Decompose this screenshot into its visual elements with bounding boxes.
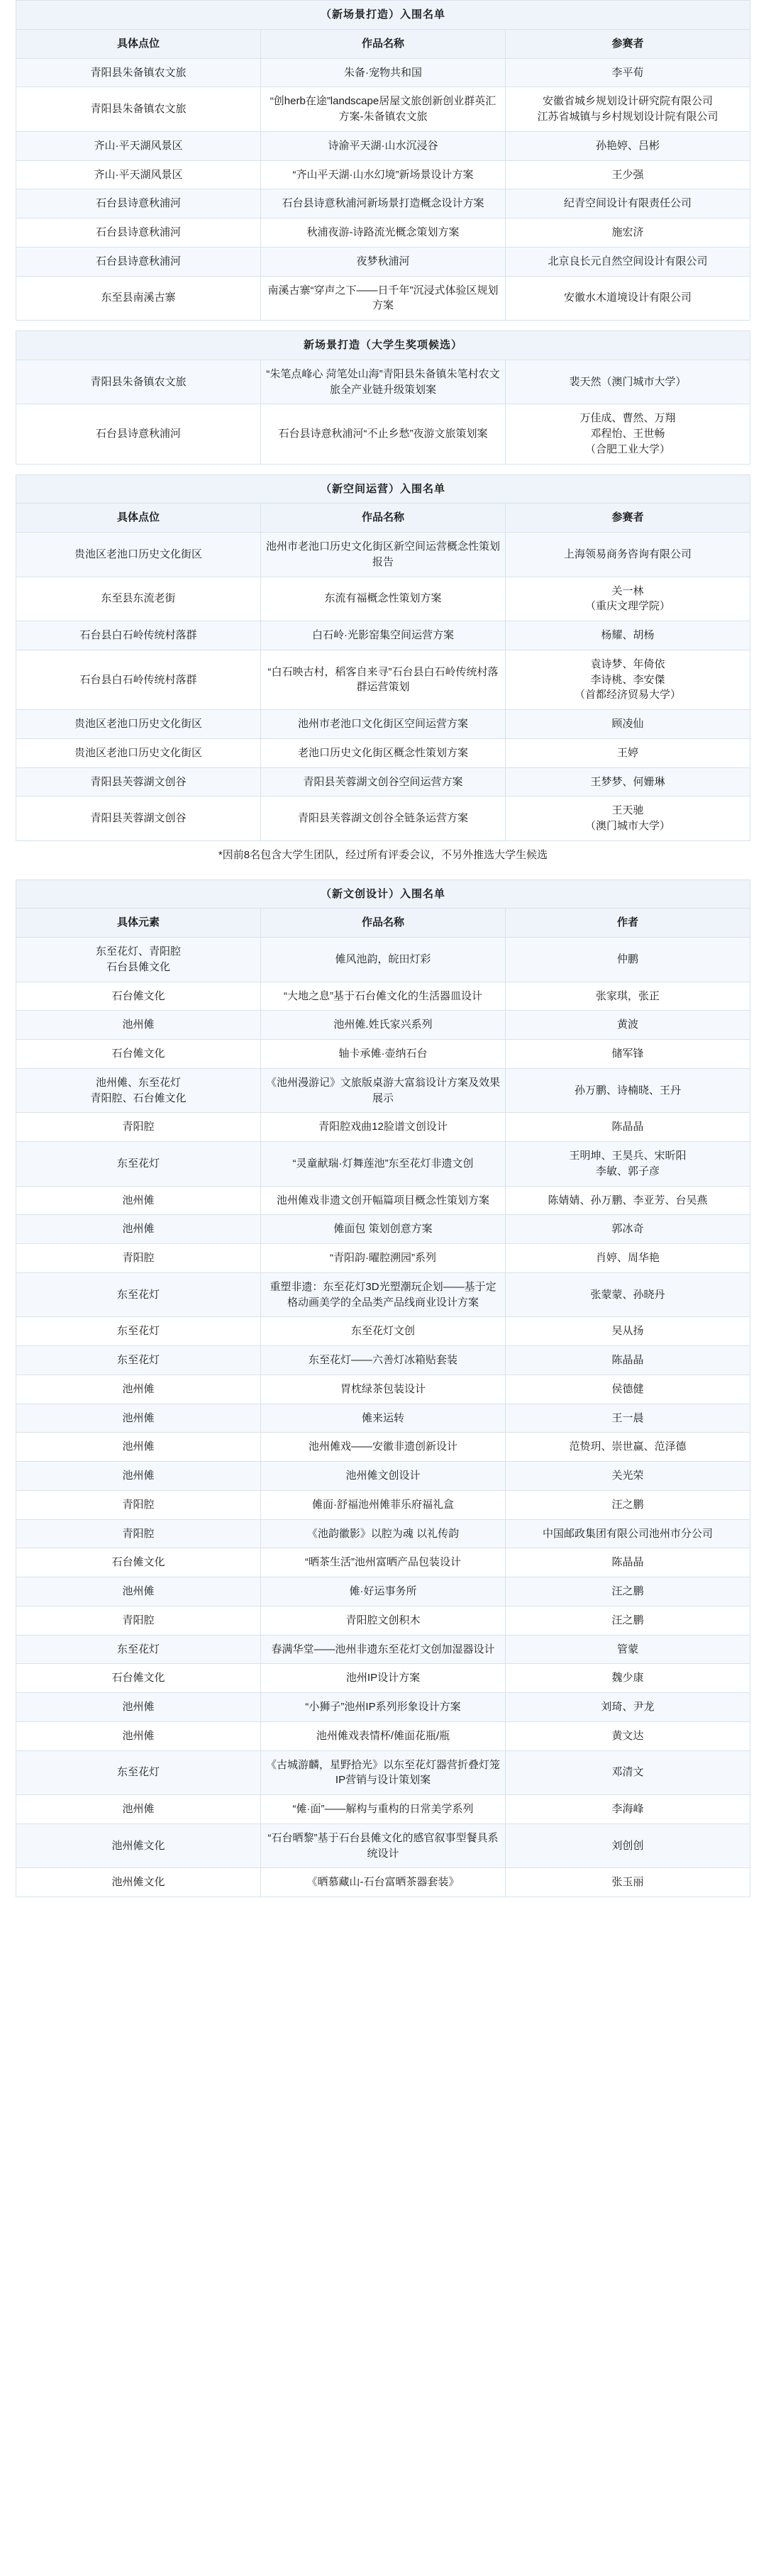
table-cell: 北京良长元自然空间设计有限公司 — [506, 247, 750, 276]
table-cell: 东至花灯——六善灯冰箱贴套装 — [261, 1346, 506, 1375]
column-header: 作品名称 — [261, 29, 506, 58]
table-cell: 池州傩文化 — [16, 1823, 261, 1868]
table-cell: 东至县南溪古寨 — [16, 276, 261, 321]
table-cell: 齐山·平天湖风景区 — [16, 160, 261, 189]
table-cell: 黄文达 — [506, 1721, 750, 1750]
table-cell: 东至花灯 — [16, 1317, 261, 1346]
table-cell: 池州傩 — [16, 1795, 261, 1824]
table-cell: 陈晶晶 — [506, 1113, 750, 1142]
table-cell: 春满华堂——池州非遗东至花灯文创加湿器设计 — [261, 1635, 506, 1664]
table-cell: 池州市老池口文化街区空间运营方案 — [261, 710, 506, 739]
table-cell: 池州傩 — [16, 1186, 261, 1215]
table-cell: 池州傩戏非遗文创开幅篇项目概念性策划方案 — [261, 1186, 506, 1215]
table-row — [16, 247, 750, 276]
table-row — [16, 189, 750, 218]
table-cell: 东流有福概念性策划方案 — [261, 577, 506, 621]
table-row — [16, 131, 750, 160]
table-cell: 池州傩 — [16, 1011, 261, 1040]
table-cell: 纪青空间设计有限责任公司 — [506, 189, 750, 218]
table-cell: 《池韵徽影》以腔为魂 以礼传韵 — [261, 1519, 506, 1548]
table-row — [16, 1404, 750, 1433]
table-row — [16, 1868, 750, 1897]
column-header: 作品名称 — [261, 504, 506, 533]
table-cell: 老池口历史文化街区概念性策划方案 — [261, 738, 506, 767]
section-table — [16, 474, 750, 870]
section-title-row — [16, 331, 750, 360]
table-row — [16, 1635, 750, 1664]
table-cell: 石台县诗意秋浦河 — [16, 404, 261, 464]
table-row — [16, 1244, 750, 1273]
table-cell: 池州傩戏表情杯/傩面花瓶/瓶 — [261, 1721, 506, 1750]
table-cell: 池州傩文创设计 — [261, 1462, 506, 1491]
table-cell: 王一晨 — [506, 1404, 750, 1433]
table-cell: 石台傩文化 — [16, 1040, 261, 1069]
section-gap — [0, 1897, 766, 1907]
table-cell: 傩面包 策划创意方案 — [261, 1215, 506, 1244]
table-cell: 青阳腔 — [16, 1113, 261, 1142]
column-header: 参赛者 — [506, 504, 750, 533]
table-cell: “青阳韵·曜腔溯园”系列 — [261, 1244, 506, 1273]
table-cell: 东至花灯 — [16, 1272, 261, 1317]
table-cell: 傩来运转 — [261, 1404, 506, 1433]
table-row — [16, 938, 750, 982]
table-cell: 池州傩.姓氏家兴系列 — [261, 1011, 506, 1040]
table-cell: 王明坤、王昊兵、宋昕阳 李敏、郭子彦 — [506, 1142, 750, 1187]
table-row — [16, 1606, 750, 1635]
table-row — [16, 796, 750, 841]
table-row — [16, 710, 750, 739]
table-cell: 李海峰 — [506, 1795, 750, 1824]
section-table — [16, 331, 750, 465]
table-cell: 池州傩 — [16, 1433, 261, 1462]
table-cell: 齐山·平天湖风景区 — [16, 131, 261, 160]
table-cell: 青阳腔 — [16, 1490, 261, 1519]
table-row — [16, 1490, 750, 1519]
table-cell: 孙万鹏、诗楠晓、王丹 — [506, 1068, 750, 1113]
column-header: 具体点位 — [16, 504, 261, 533]
table-cell: 黄波 — [506, 1011, 750, 1040]
section-title: 新场景打造（大学生奖项候选） — [16, 331, 750, 360]
table-cell: 池州傩 — [16, 1693, 261, 1722]
table-cell: 夜梦秋浦河 — [261, 247, 506, 276]
table-row — [16, 160, 750, 189]
table-cell: 东至花灯 — [16, 1750, 261, 1795]
table-cell: 吴从扬 — [506, 1317, 750, 1346]
table-cell: 管蒙 — [506, 1635, 750, 1664]
table-cell: 朱备·宠物共和国 — [261, 58, 506, 87]
table-row — [16, 1186, 750, 1215]
table-cell: 《池州漫游记》文旅版桌游大富翁设计方案及效果展示 — [261, 1068, 506, 1113]
table-row — [16, 738, 750, 767]
table-cell: 胃枕绿茶包装设计 — [261, 1375, 506, 1404]
table-cell: 安徽水木道境设计有限公司 — [506, 276, 750, 321]
table-cell: 万佳成、曹然、万翔 邓程怡、王世畅 （合肥工业大学） — [506, 404, 750, 464]
table-cell: 王少强 — [506, 160, 750, 189]
table-cell: 汪之鹏 — [506, 1606, 750, 1635]
table-cell: 王梦梦、何姗琳 — [506, 767, 750, 796]
section-title: （新文创设计）入围名单 — [16, 879, 750, 909]
table-row — [16, 1011, 750, 1040]
table-cell: 上海领易商务咨询有限公司 — [506, 533, 750, 577]
table-row — [16, 1113, 750, 1142]
table-cell: 青阳县朱备镇农文旅 — [16, 58, 261, 87]
table-cell: 轴卡承傩·壶纳石台 — [261, 1040, 506, 1069]
table-cell: 关光荣 — [506, 1462, 750, 1491]
table-row — [16, 982, 750, 1011]
table-row — [16, 1272, 750, 1317]
table-cell: 青阳腔文创积木 — [261, 1606, 506, 1635]
table-cell: 青阳县芙蓉湖文创谷空间运营方案 — [261, 767, 506, 796]
table-cell: 顾凌仙 — [506, 710, 750, 739]
table-row — [16, 1721, 750, 1750]
table-cell: 诗渝平天湖·山水沉浸谷 — [261, 131, 506, 160]
table-cell: 池州市老池口历史文化街区新空间运营概念性策划报告 — [261, 533, 506, 577]
table-cell: 石台县诗意秋浦河 — [16, 218, 261, 248]
table-cell: 袁诗梦、年倚依 李诗桃、李安傑 （首都经济贸易大学） — [506, 650, 750, 709]
table-cell: 张蒙蒙、孙晓丹 — [506, 1272, 750, 1317]
table-cell: 东至花灯 — [16, 1142, 261, 1187]
table-cell: 东至花灯、青阳腔 石台县傩文化 — [16, 938, 261, 982]
table-cell: 刘琦、尹龙 — [506, 1693, 750, 1722]
footnote: *因前8名包含大学生团队，经过所有评委会议，不另外推选大学生候选 — [16, 840, 750, 869]
table-row — [16, 1519, 750, 1548]
table-row — [16, 87, 750, 132]
table-cell: 邓清文 — [506, 1750, 750, 1795]
table-cell: 石台县诗意秋浦河 — [16, 189, 261, 218]
table-row — [16, 276, 750, 321]
table-cell: 肖婷、周华艳 — [506, 1244, 750, 1273]
table-cell: 池州傩、东至花灯 青阳腔、石台傩文化 — [16, 1068, 261, 1113]
table-cell: 陈晶晶 — [506, 1548, 750, 1577]
table-cell: “朱笔点峰心 菏笔处山海”青阳县朱备镇朱笔村农文旅全产业链升级策划案 — [261, 360, 506, 404]
table-row — [16, 218, 750, 248]
table-cell: 池州傩文化 — [16, 1868, 261, 1897]
table-cell: 汪之鹏 — [506, 1577, 750, 1606]
table-cell: 石台县白石岭传统村落群 — [16, 650, 261, 709]
section-gap — [0, 870, 766, 879]
table-cell: 范贽玥、崇世赢、范泽德 — [506, 1433, 750, 1462]
table-cell: 贵池区老池口历史文化街区 — [16, 738, 261, 767]
table-cell: “晒茶生活”池州富晒产品包装设计 — [261, 1548, 506, 1577]
section-gap — [0, 321, 766, 331]
table-cell: 石台傩文化 — [16, 1664, 261, 1693]
table-cell: 《晒慕藏山-石台富晒茶器套装》 — [261, 1868, 506, 1897]
table-cell: 魏少康 — [506, 1664, 750, 1693]
table-header-row — [16, 909, 750, 938]
table-row — [16, 1795, 750, 1824]
table-cell: 关一林 （重庆文理学院） — [506, 577, 750, 621]
section-table — [16, 0, 750, 321]
table-cell: 张玉丽 — [506, 1868, 750, 1897]
table-row — [16, 360, 750, 404]
table-cell: 施宏济 — [506, 218, 750, 248]
table-cell: 陈婧婧、孙万鹏、李亚芳、台吴燕 — [506, 1186, 750, 1215]
table-cell: 傩风池韵，皖田灯彩 — [261, 938, 506, 982]
section-table — [16, 879, 750, 1898]
table-cell: “齐山平天湖·山水幻境”新场景设计方案 — [261, 160, 506, 189]
table-row — [16, 1577, 750, 1606]
table-cell: “石台晒黎”基于石台县傩文化的感官叙事型餐具系统设计 — [261, 1823, 506, 1868]
table-cell: 池州傩戏——安徽非遗创新设计 — [261, 1433, 506, 1462]
table-cell: 裴天然（澳门城市大学） — [506, 360, 750, 404]
table-cell: 陈晶晶 — [506, 1346, 750, 1375]
table-row — [16, 533, 750, 577]
table-cell: 青阳县芙蓉湖文创谷 — [16, 796, 261, 841]
table-cell: 青阳腔 — [16, 1244, 261, 1273]
table-cell: “灵童献瑞·灯舞莲池”东至花灯非遗文创 — [261, 1142, 506, 1187]
table-row — [16, 1823, 750, 1868]
column-header: 作者 — [506, 909, 750, 938]
table-row — [16, 1750, 750, 1795]
table-cell: 储军锋 — [506, 1040, 750, 1069]
table-row — [16, 1346, 750, 1375]
table-cell: 青阳县芙蓉湖文创谷全链条运营方案 — [261, 796, 506, 841]
table-cell: 安徽省城乡规划设计研究院有限公司 江苏省城镇与乡村规划设计院有限公司 — [506, 87, 750, 132]
table-row — [16, 1040, 750, 1069]
table-cell: “创herb在途”landscape居屋文旅创新创业群英汇方案-朱备镇农文旅 — [261, 87, 506, 132]
table-cell: 青阳腔 — [16, 1519, 261, 1548]
table-cell: 池州傩 — [16, 1404, 261, 1433]
table-cell: 白石岭·光影窑集空间运营方案 — [261, 621, 506, 650]
table-row — [16, 1375, 750, 1404]
table-cell: 石台县诗意秋浦河“不止乡愁”夜游文旅策划案 — [261, 404, 506, 464]
table-row — [16, 1664, 750, 1693]
section-title-row — [16, 474, 750, 504]
table-cell: 中国邮政集团有限公司池州市分公司 — [506, 1519, 750, 1548]
table-cell: 贵池区老池口历史文化街区 — [16, 710, 261, 739]
section-gap — [0, 465, 766, 474]
table-cell: “小狮子”池州IP系列形象设计方案 — [261, 1693, 506, 1722]
table-cell: 青阳腔 — [16, 1606, 261, 1635]
table-cell: 重塑非遗：东至花灯3D光塑潮玩企划——基于定格动画美学的全品类产品线商业设计方案 — [261, 1272, 506, 1317]
table-cell: 秋浦夜游-诗路流光概念策划方案 — [261, 218, 506, 248]
table-cell: “傩·面”——解构与重构的日常美学系列 — [261, 1795, 506, 1824]
table-cell: 池州傩 — [16, 1721, 261, 1750]
table-row — [16, 1548, 750, 1577]
table-row — [16, 650, 750, 709]
table-cell: 池州傩 — [16, 1215, 261, 1244]
table-cell: 杨耀、胡杨 — [506, 621, 750, 650]
table-cell: 汪之鹏 — [506, 1490, 750, 1519]
table-row — [16, 577, 750, 621]
table-cell: 王婷 — [506, 738, 750, 767]
table-cell: 石台傩文化 — [16, 1548, 261, 1577]
table-row — [16, 621, 750, 650]
table-row — [16, 1462, 750, 1491]
table-cell: “白石映古村，稻客自来寻”石台县白石岭传统村落群运营策划 — [261, 650, 506, 709]
table-cell: 傩·好运事务所 — [261, 1577, 506, 1606]
table-row — [16, 1317, 750, 1346]
table-cell: 青阳县朱备镇农文旅 — [16, 360, 261, 404]
column-header: 参赛者 — [506, 29, 750, 58]
table-cell: “大地之息”基于石台傩文化的生活器皿设计 — [261, 982, 506, 1011]
table-cell: 郭冰奇 — [506, 1215, 750, 1244]
table-cell: 青阳县芙蓉湖文创谷 — [16, 767, 261, 796]
table-cell: 东至花灯文创 — [261, 1317, 506, 1346]
table-row — [16, 767, 750, 796]
table-cell: 池州傩 — [16, 1375, 261, 1404]
column-header: 具体点位 — [16, 29, 261, 58]
table-cell: 池州傩 — [16, 1577, 261, 1606]
table-row — [16, 1693, 750, 1722]
table-header-row — [16, 29, 750, 58]
table-cell: 石台县诗意秋浦河新场景打造概念设计方案 — [261, 189, 506, 218]
table-cell: 张家琪，张正 — [506, 982, 750, 1011]
table-row — [16, 1215, 750, 1244]
table-cell: 南溪古寨“穿声之下——日千年”沉浸式体验区规划方案 — [261, 276, 506, 321]
table-cell: 石台县诗意秋浦河 — [16, 247, 261, 276]
table-row — [16, 1142, 750, 1187]
table-cell: 仲鹏 — [506, 938, 750, 982]
section-title: （新空间运营）入围名单 — [16, 474, 750, 504]
section-title: （新场景打造）入围名单 — [16, 1, 750, 30]
column-header: 作品名称 — [261, 909, 506, 938]
table-cell: 东至花灯 — [16, 1635, 261, 1664]
table-cell: 石台傩文化 — [16, 982, 261, 1011]
table-cell: 傩面·舒福池州傩菲乐府福礼盒 — [261, 1490, 506, 1519]
table-cell: 刘创创 — [506, 1823, 750, 1868]
table-cell: 池州傩 — [16, 1462, 261, 1491]
table-cell: 贵池区老池口历史文化街区 — [16, 533, 261, 577]
table-cell: 池州IP设计方案 — [261, 1664, 506, 1693]
section-title-row — [16, 879, 750, 909]
table-cell: 青阳县朱备镇农文旅 — [16, 87, 261, 132]
table-cell: 东至花灯 — [16, 1346, 261, 1375]
table-cell: 李平荀 — [506, 58, 750, 87]
table-cell: 孙艳婷、吕彬 — [506, 131, 750, 160]
table-row — [16, 1068, 750, 1113]
column-header: 具体元素 — [16, 909, 261, 938]
table-cell: 《古城游麟，星野拾光》以东至花灯器营折叠灯笼IP营销与设计策划案 — [261, 1750, 506, 1795]
table-cell: 青阳腔戏曲12脸谱文创设计 — [261, 1113, 506, 1142]
table-cell: 东至县东流老街 — [16, 577, 261, 621]
table-header-row — [16, 504, 750, 533]
table-cell: 侯德健 — [506, 1375, 750, 1404]
table-row — [16, 58, 750, 87]
footnote-row — [16, 840, 750, 869]
table-cell: 石台县白石岭传统村落群 — [16, 621, 261, 650]
table-cell: 王天驰 （澳门城市大学） — [506, 796, 750, 841]
section-title-row — [16, 1, 750, 30]
table-row — [16, 404, 750, 464]
table-row — [16, 1433, 750, 1462]
